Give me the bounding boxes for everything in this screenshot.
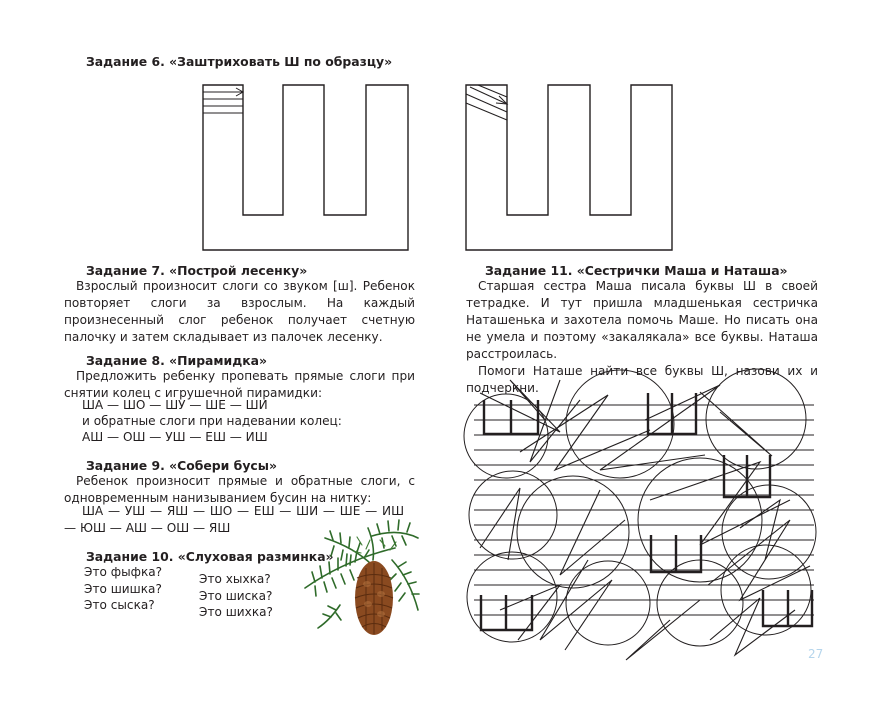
question-4: Это хыхка?: [199, 572, 271, 586]
task9-title: Задание 9. «Собери бусы»: [86, 458, 277, 473]
question-6: Это шихка?: [199, 605, 273, 619]
task9-text: Ребенок произносит прямые и обратные слоги, с одновременным нанизыванием бусин на нитку:: [64, 474, 415, 505]
task8-line1: ША — ШО — ШУ — ШЕ — ШИ: [82, 398, 268, 412]
task7-text: Взрослый произносит слоги со звуком [ш]. Ребенок повторяет слоги за взрослым. На каждый произнесенный слог ребенок получает счетную палочку и затем складывает из палочек лесенку.: [64, 279, 415, 344]
question-2: Это шишка?: [84, 581, 162, 596]
task11-title: Задание 11. «Сестрички Маша и Наташа»: [485, 263, 788, 278]
task9-syllables: ША — УШ — ЯШ — ШО — ЕШ — ШИ — ШЕ — ИШ — ЮШ — АШ — ОШ — ЯШ: [64, 504, 404, 535]
task11-text2: Помоги Наташе найти все буквы Ш, назови их и подчеркни.: [466, 364, 818, 395]
task10-title: Задание 10. «Слуховая разминка»: [86, 549, 334, 564]
page-number: 27: [808, 647, 824, 661]
question-1: Это фыфка?: [84, 565, 163, 579]
task8-line2: и обратные слоги при надевании колец:: [82, 414, 342, 428]
question-3: Это сыска?: [84, 598, 155, 612]
task6-title: Задание 6. «Заштриховать Ш по образцу»: [86, 54, 393, 69]
task8-title: Задание 8. «Пирамидка»: [86, 353, 268, 368]
task8-line3: АШ — ОШ — УШ — ЕШ — ИШ: [82, 430, 268, 444]
question-5: Это шиска?: [199, 588, 273, 603]
task7-title: Задание 7. «Построй лесенку»: [86, 263, 308, 278]
task11-text1: Старшая сестра Маша писала буквы Ш в своей тетрадке. И тут пришла младшенькая сестричка Наташенька и захотела помочь Маше. Но писать она не умела и поэтому «закалякала» все буквы. Наташа расстроилась.: [466, 279, 818, 361]
task8-text: Предложить ребенку пропевать прямые слоги при снятии колец с игрушечной пирамидки:: [64, 369, 415, 400]
